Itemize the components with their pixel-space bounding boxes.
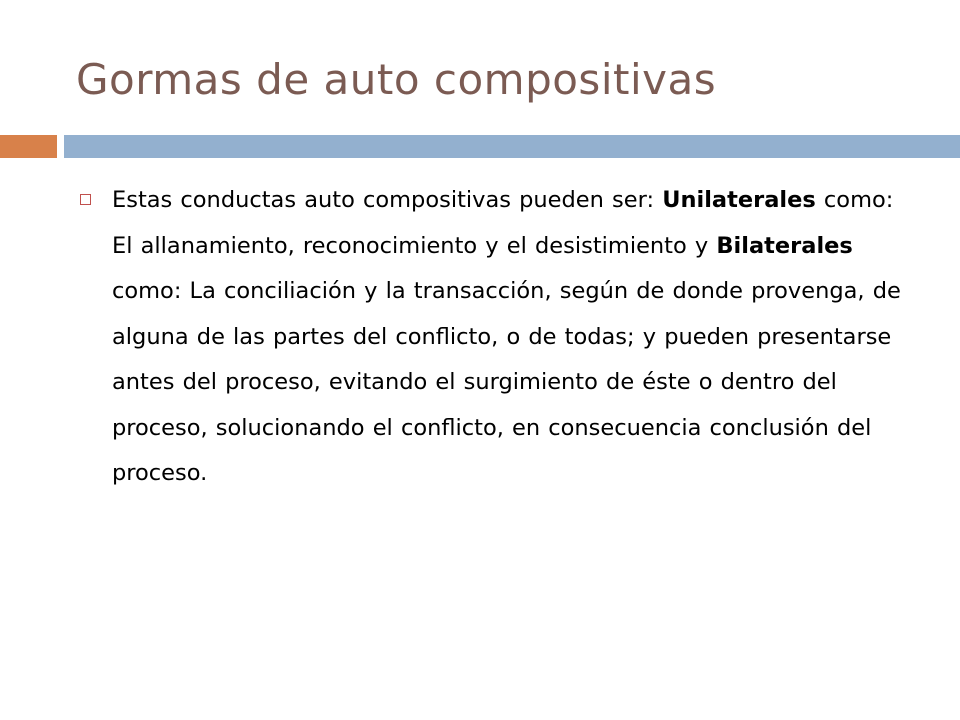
bullet-text-part3: como: La conciliación y la transacción, según de donde provenga, de alguna de las partes del conflicto, o de todas; y pueden presentarse antes del proceso, evitando el surgimiento de éste o dentro del proceso, solucionando el conflicto, en consecuencia conclusión del proceso.: [112, 278, 901, 486]
square-bullet-icon: [80, 194, 91, 205]
bullet-text-part2: como: El allanamiento, reconocimiento y el desistimiento y: [112, 187, 894, 259]
accent-bar-left: [0, 135, 57, 158]
term-unilaterales: Unilaterales: [662, 187, 816, 213]
bullet-text: [112, 178, 910, 497]
term-bilaterales: Bilaterales: [716, 232, 853, 259]
bullet-text-part1: Estas conductas auto compositivas pueden ser:: [112, 187, 663, 213]
slide-title: Gormas de auto compositivas: [76, 55, 717, 104]
bullet-item: [80, 178, 910, 497]
accent-bar-right: [64, 135, 960, 158]
slide-content: [80, 178, 910, 497]
